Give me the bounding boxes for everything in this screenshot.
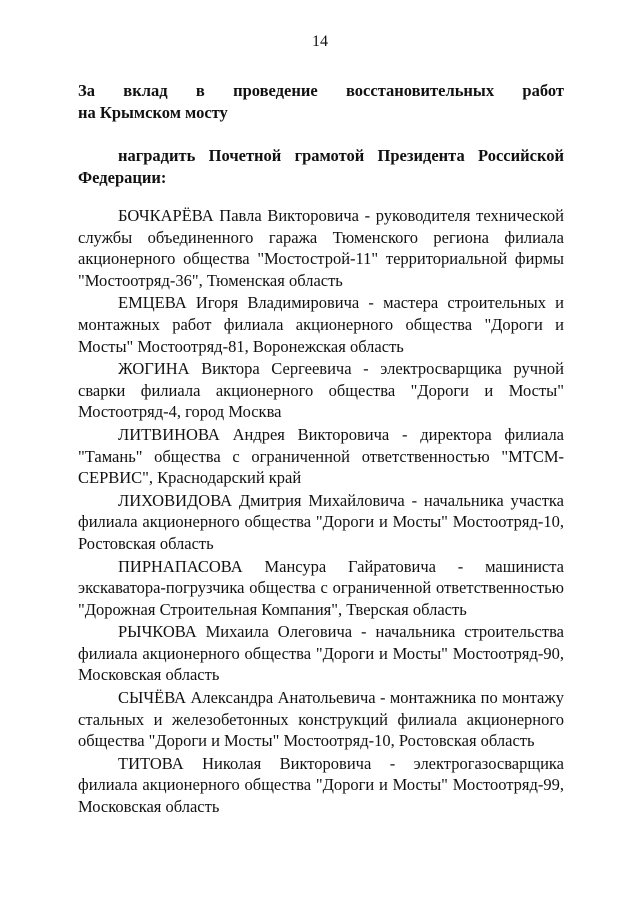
page-number: 14 [312,33,328,50]
decree-statement [78,145,564,189]
decree-line-2: Федерации: [78,168,167,187]
awardee-entry: РЫЧКОВА Михаила Олеговича - начальника строительства филиала акционерного общества "Дороги и Мосты" Мостоотряд-90, Московская область [78,622,564,685]
awardee-entry: ЛИТВИНОВА Андрея Викторовича - директора филиала "Тамань" общества с ограниченной ответственностью "МТСМ-СЕРВИС", Краснодарский край [78,424,564,488]
awardee-entry: ПИРНАПАСОВА Мансура Гайратовича - машиниста экскаватора-погрузчика общества с ограниченной ответственностью "Дорожная Строительная Компания", Тверская область [78,556,564,619]
awardee-entry: ЛИХОВИДОВА Дмитрия Михайловича - начальника участка филиала акционерного общества "Дороги и Мосты" Мостоотряд-10, Ростовская область [78,490,564,553]
decree-line-1: наградить Почетной грамотой Президента Российской [118,146,564,165]
awardee-entry: ЖОГИНА Виктора Сергеевича - электросварщика ручной сварки филиала акционерного общества "Дороги и Мосты" Мостоотряд-4, город Москва [78,359,564,422]
awardee-entry: БОЧКАРЁВА Павла Викторовича - руководителя технической службы объединенного гаража Тюменского региона филиала акционерного общества "Мостострой-11" территориальной фирмы "Мостоотряд-36", Тюменская область [78,206,564,290]
awardee-list [78,205,564,818]
heading-line-2: на Крымском мосту [78,103,228,122]
heading-line-1: За вклад в проведение восстановительных работ [78,81,564,100]
award-reason-heading [78,80,564,124]
awardee-entry: ЕМЦЕВА Игоря Владимировича - мастера строительных и монтажных работ филиала акционерного общества "Дороги и Мосты" Мостоотряд-81, Воронежская область [78,293,564,356]
awardee-entry: СЫЧЁВА Александра Анатольевича - монтажника по монтажу стальных и железобетонных конструкций филиала акционерного общества "Дороги и Мосты" Мостоотряд-10, Ростовская область [78,688,564,751]
awardee-entry: ТИТОВА Николая Викторовича - электрогазосварщика филиала акционерного общества "Дороги и Мосты" Мостоотряд-99, Московская область [78,753,564,817]
